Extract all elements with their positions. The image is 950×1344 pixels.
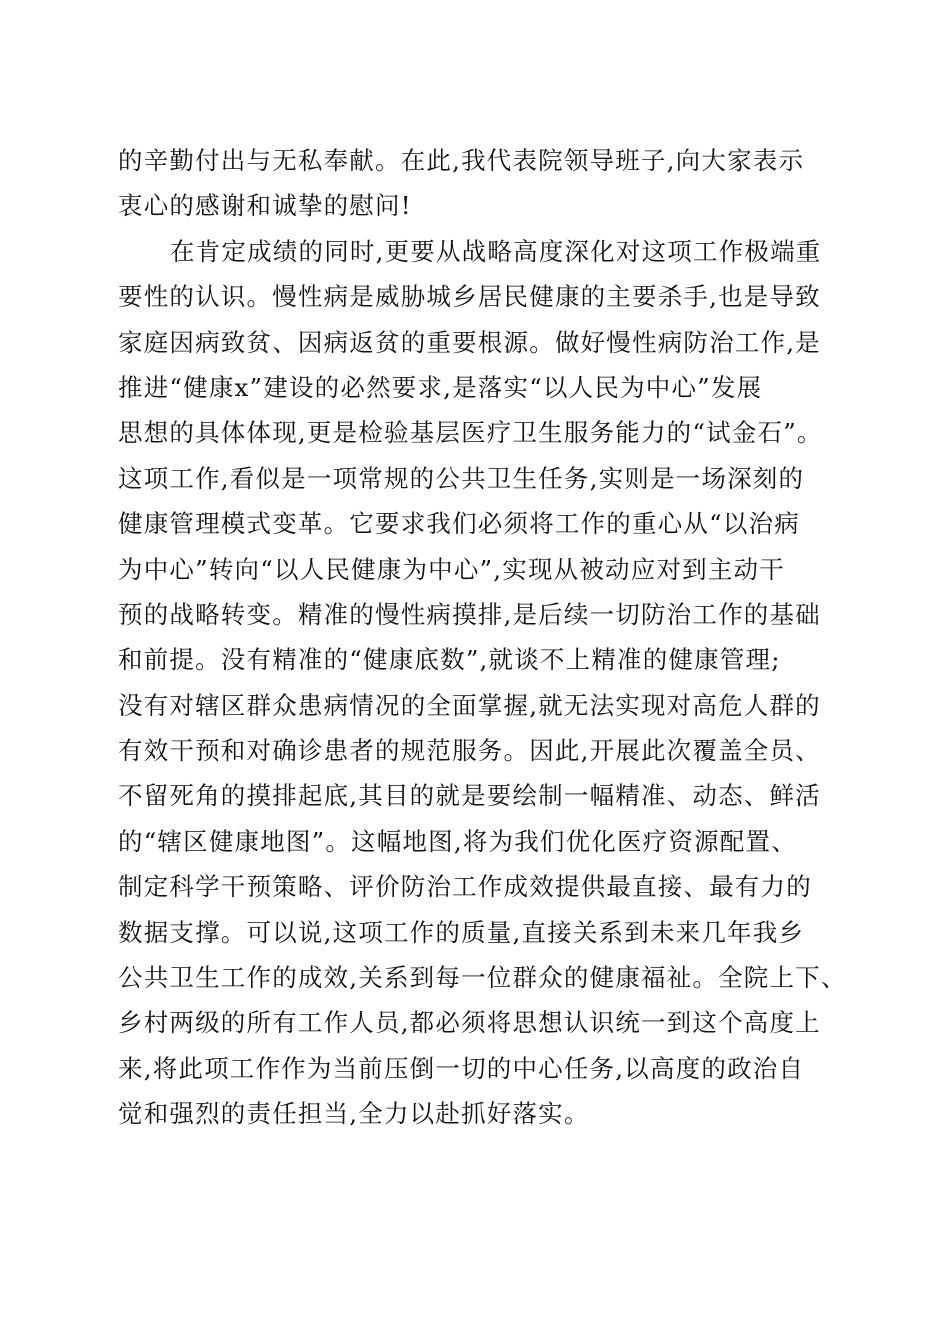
paragraph-start-line: 在肯定成绩的同时,更要从战略高度深化对这项工作极端重	[170, 236, 822, 266]
text-line: 觉和强烈的责任担当,全力以赴抓好落实。	[118, 1099, 590, 1129]
text-line: 这项工作,看似是一项常规的公共卫生任务,实则是一场深刻的	[118, 463, 805, 493]
text-line: 和前提。没有精准的“健康底数”,就谈不上精准的健康管理;	[118, 645, 781, 675]
text-line: 的辛勤付出与无私奉献。在此,我代表院领导班子,向大家表示	[118, 146, 805, 175]
document-body	[118, 138, 847, 1137]
text-line: 衷心的感谢和诚挚的慰问!	[118, 191, 412, 221]
text-line: 没有对辖区群众患病情况的全面掌握,就无法实现对高危人群的	[118, 690, 821, 720]
text-line: 乡村两级的所有工作人员,都必须将思想认识统一到这个高度上	[118, 1008, 821, 1038]
text-line: 公共卫生工作的成效,关系到每一位群众的健康福祉。全院上下、	[118, 963, 847, 993]
text-line: 为中心”转向“以人民健康为中心”,实现从被动应对到主动干	[118, 554, 785, 584]
text-line: 有效干预和对确诊患者的规范服务。因此,开展此次覆盖全员、	[118, 736, 821, 766]
text-line: 不留死角的摸排起底,其目的就是要绘制一幅精准、动态、鲜活	[118, 781, 821, 811]
text-line: 推进“健康x”建设的必然要求,是落实“以人民为中心”发展	[118, 372, 763, 402]
text-line: 制定科学干预策略、评价防治工作成效提供最直接、最有力的	[118, 872, 812, 902]
text-line: 数据支撑。可以说,这项工作的质量,直接关系到未来几年我乡	[118, 917, 805, 947]
text-line: 健康管理模式变革。它要求我们必须将工作的重心从“以治病	[118, 509, 800, 539]
text-line: 要性的认识。慢性病是威胁城乡居民健康的主要杀手,也是导致	[118, 282, 821, 312]
text-line: 家庭因病致贫、因病返贫的重要根源。做好慢性病防治工作,是	[118, 327, 821, 357]
text-line: 的“辖区健康地图”。这幅地图,将为我们优化医疗资源配置、	[118, 826, 797, 856]
text-line: 来,将此项工作作为当前压倒一切的中心任务,以高度的政治自	[118, 1053, 805, 1083]
text-line: 预的战略转变。精准的慢性病摸排,是后续一切防治工作的基础	[118, 599, 821, 629]
text-line: 思想的具体体现,更是检验基层医疗卫生服务能力的“试金石”。	[118, 418, 823, 448]
